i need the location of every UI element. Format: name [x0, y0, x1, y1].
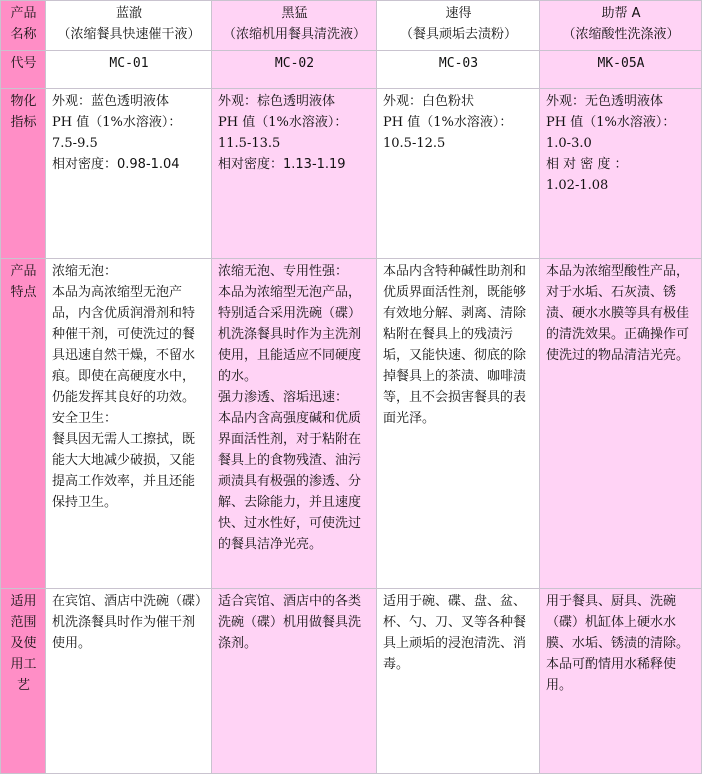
product-name-mk05a: 助帮 A （浓缩酸性洗涤液） — [540, 1, 702, 51]
label-product-name: 产品 名称 — [1, 1, 46, 51]
physchem-mc02: 外观：棕色透明液体 PH 值（1%水溶液）： 11.5-13.5 相对密度：1.13-1.19 — [212, 89, 377, 259]
code-mc03: MC-03 — [377, 51, 540, 89]
features-mc02: 浓缩无泡、专用性强： 本品为浓缩型无泡产品，特别适合采用洗碗（碟）机洗涤餐具时作为主洗剂使用，且能适应不同硬度的水。 强力渗透、溶垢迅速： 本品内含高强度碱和优质界面活性剂，对于粘附在餐具上的食物残渣、油污顽渍具有极强的渗透、分解、去除能力，并且速度快、过水性好，可使洗过的餐具洁净光亮。 — [212, 259, 377, 589]
row-features — [1, 259, 702, 589]
code-mk05a: MK-05A — [540, 51, 702, 89]
label-usage: 适用 范围 及使 用工 艺 — [1, 589, 46, 774]
features-mc03: 本品内含特种碱性助剂和优质界面活性剂，既能够有效地分解、剥离、清除粘附在餐具上的残渍污垢，又能快速、彻底的除掉餐具上的茶渍、咖啡渍等，且不会损害餐具的表面光泽。 — [377, 259, 540, 589]
usage-mc01: 在宾馆、酒店中洗碗（碟）机洗涤餐具时作为催干剂使用。 — [46, 589, 212, 774]
label-physchem: 物化 指标 — [1, 89, 46, 259]
usage-mc03: 适用于碗、碟、盘、盆、杯、勺、刀、叉等各种餐具上顽垢的浸泡清洗、消毒。 — [377, 589, 540, 774]
row-usage — [1, 589, 702, 774]
physchem-mc03: 外观：白色粉状 PH 值（1%水溶液）： 10.5-12.5 — [377, 89, 540, 259]
label-features: 产品 特点 — [1, 259, 46, 589]
row-physchem — [1, 89, 702, 259]
product-name-mc02: 黑猛 （浓缩机用餐具清洗液） — [212, 1, 377, 51]
product-name-mc03: 速得 （餐具顽垢去渍粉） — [377, 1, 540, 51]
code-mc01: MC-01 — [46, 51, 212, 89]
features-mk05a: 本品为浓缩型酸性产品，对于水垢、石灰渍、锈渍、硬水水膜等具有极佳的清洗效果。正确操作可使洗过的物品清洁光亮。 — [540, 259, 702, 589]
product-name-mc01: 蓝澈 （浓缩餐具快速催干液） — [46, 1, 212, 51]
code-mc02: MC-02 — [212, 51, 377, 89]
row-name — [1, 1, 702, 51]
physchem-mk05a: 外观：无色透明液体 PH 值（1%水溶液）： 1.0-3.0 相 对 密 度 ： 1.02-1.08 — [540, 89, 702, 259]
label-code: 代号 — [1, 51, 46, 89]
usage-mk05a: 用于餐具、厨具、洗碗（碟）机缸体上硬水水膜、水垢、锈渍的清除。本品可酌情用水稀释使用。 — [540, 589, 702, 774]
usage-mc02: 适合宾馆、酒店中的各类洗碗（碟）机用做餐具洗涤剂。 — [212, 589, 377, 774]
features-mc01: 浓缩无泡： 本品为高浓缩型无泡产品，内含优质润滑剂和特种催干剂，可使洗过的餐具迅速自然干燥，不留水痕。即使在高硬度水中，仍能发挥其良好的功效。 安全卫生： 餐具因无需人工擦拭，既能大大地减少破损，又能提高工作效率，并且还能保持卫生。 — [46, 259, 212, 589]
physchem-mc01: 外观：蓝色透明液体 PH 值（1%水溶液）： 7.5-9.5 相对密度：0.98-1.04 — [46, 89, 212, 259]
row-code — [1, 51, 702, 89]
